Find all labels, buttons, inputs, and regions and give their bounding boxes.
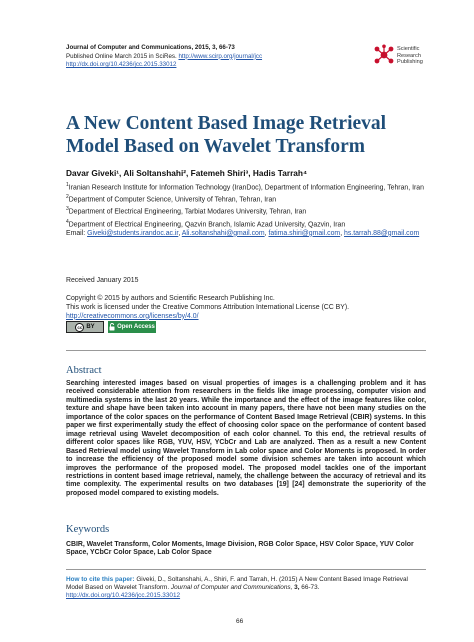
publisher-logo[interactable] bbox=[373, 42, 443, 72]
keywords-text: CBIR, Wavelet Transform, Color Moments, Image Division, RGB Color Space, HSV Color Space, YUV Color Space, YCbCr Color Space, Lab Color Space bbox=[66, 541, 414, 557]
published-prefix: Published Online March 2015 in SciRes. bbox=[66, 52, 177, 60]
affiliation-text: Department of Electrical Engineering, Tarbiat Modares University, Tehran, Iran bbox=[68, 208, 307, 216]
divider bbox=[66, 350, 426, 351]
open-access-text: Open Access bbox=[117, 324, 155, 330]
affiliation-number: 1 bbox=[66, 182, 69, 188]
doi-link[interactable]: http://dx.doi.org/10.4236/jcc.2015.33012 bbox=[66, 61, 177, 69]
email-link-3[interactable]: fatima.shiri@gmail.com bbox=[268, 229, 341, 237]
affiliation-4 bbox=[66, 218, 426, 230]
affiliation-number: 2 bbox=[66, 194, 69, 201]
open-access-badge[interactable] bbox=[108, 321, 156, 333]
sirp-molecule-icon bbox=[373, 44, 395, 66]
citation-pages: 66-73. bbox=[301, 584, 320, 592]
copyright-line-1: Copyright © 2015 by authors and Scientific Research Publishing Inc. bbox=[66, 295, 275, 302]
copyright-line-2: This work is licensed under the Creative Commons Attribution International License (CC BY). bbox=[66, 303, 350, 311]
cc-by-text: BY bbox=[86, 324, 95, 330]
author-list: Davar Giveki¹, Ali Soltanshahi², Fatemeh Shiri³, Hadis Tarrah⁴ bbox=[66, 168, 308, 178]
journal-url-link[interactable]: http://www.scirp.org/journal/jcc bbox=[178, 52, 263, 60]
email-link-2[interactable]: Ali.soltanshahi@gmail.com bbox=[181, 229, 265, 237]
copyright-notice bbox=[66, 295, 426, 322]
journal-line: Journal of Computer and Communications, 2015, 3, 66-73 bbox=[66, 44, 235, 51]
email-link-1[interactable]: Giveki@students.irandoc.ac.ir bbox=[87, 229, 179, 237]
citation-volume: 3, bbox=[294, 584, 300, 592]
publisher-line-1: Scientific bbox=[397, 46, 420, 52]
published-line bbox=[66, 53, 366, 62]
license-link[interactable]: http://creativecommons.org/licenses/by/4.0/ bbox=[66, 312, 199, 320]
affiliation-text: Department of Electrical Engineering, Qazvin Branch, Islamic Azad University, Qazvin, Iran bbox=[68, 220, 346, 228]
affiliation-number: 3 bbox=[66, 206, 69, 213]
affiliation-number: 4 bbox=[66, 218, 69, 225]
citation-text: Giveki, D., Soltanshahi, A., Shiri, F. and Tarrah, H. (2015) A New Content Based Image Retrieval Model Based on Wavelet Transform. bbox=[66, 576, 408, 592]
citation-journal: Journal of Computer and Communications, bbox=[170, 584, 293, 592]
affiliations bbox=[66, 181, 426, 239]
email-link-4[interactable]: hs.tarrah.88@gmail.com bbox=[344, 229, 420, 237]
affiliation-2 bbox=[66, 193, 426, 205]
email-line: Email: Giveki@students.irandoc.ac.ir, Ali.soltanshahi@gmail.com, fatima.shiri@gmail.com, hs.tarrah.88@gmail.com bbox=[66, 229, 420, 237]
journal-header bbox=[66, 44, 366, 70]
received-date: Received January 2015 bbox=[66, 277, 139, 284]
affiliation-3 bbox=[66, 205, 426, 217]
open-lock-icon bbox=[109, 323, 115, 331]
abstract-heading: Abstract bbox=[66, 365, 102, 376]
publisher-name bbox=[397, 46, 423, 66]
affiliation-text: Iranian Research Institute for Information Technology (IranDoc), Department of Information Engineering, Tehran, Iran bbox=[68, 184, 424, 192]
citation-label: How to cite this paper: bbox=[66, 576, 135, 583]
publisher-line-3: Publishing bbox=[397, 59, 423, 66]
divider bbox=[66, 569, 426, 570]
cc-by-badge[interactable] bbox=[66, 321, 104, 333]
abstract-text: Searching interested images based on visual properties of images is a challenging problem and it has received considerable attention from researchers in the fields like image processing, computer vision and multimedia systems in the last 20 years. While the importance and the effect of the image features like color, texture and shape have been taken into account in many papers, there have not been many studies on the importance of the color spaces on the performance of Content Based Image Retrieval (CBIR) systems. In this paper we first experimentally study the effect of choosing color space on the performance of content based image retrieval using Wavelet decomposition of each color channel. To this end, the retrieval results of different color spaces like RGB, YUV, HSV, YCbCr and Lab are analyzed. Then as a result a new Content Based Retrieval model using Wavelet Transform in Lab color space and Color Moments is proposed. In order to increase the efficiency of the proposed model some division schemes are taken into account which improves the performance of the proposed model. The proposed model tackles one of the important restrictions in content based image retrieval, namely, the challenge between the accuracy of retrieval and its time complexity. The experimental results on two databases [19] [24] demonstrate the superiority of the proposed model compared to existing models. bbox=[66, 380, 426, 497]
keywords-heading: Keywords bbox=[66, 524, 110, 535]
affiliation-1 bbox=[66, 181, 426, 193]
affiliation-text: Department of Computer Science, University of Tehran, Tehran, Iran bbox=[68, 196, 277, 204]
page-number: 66 bbox=[236, 618, 244, 625]
paper-title: A New Content Based Image Retrieval Model Based on Wavelet Transform bbox=[66, 113, 387, 157]
citation-block bbox=[66, 576, 426, 601]
publisher-line-2: Research bbox=[397, 52, 421, 59]
email-label: Email: bbox=[66, 229, 86, 237]
creative-commons-icon: cc bbox=[77, 324, 83, 330]
citation-doi-link[interactable]: http://dx.doi.org/10.4236/jcc.2015.33012 bbox=[66, 592, 181, 600]
